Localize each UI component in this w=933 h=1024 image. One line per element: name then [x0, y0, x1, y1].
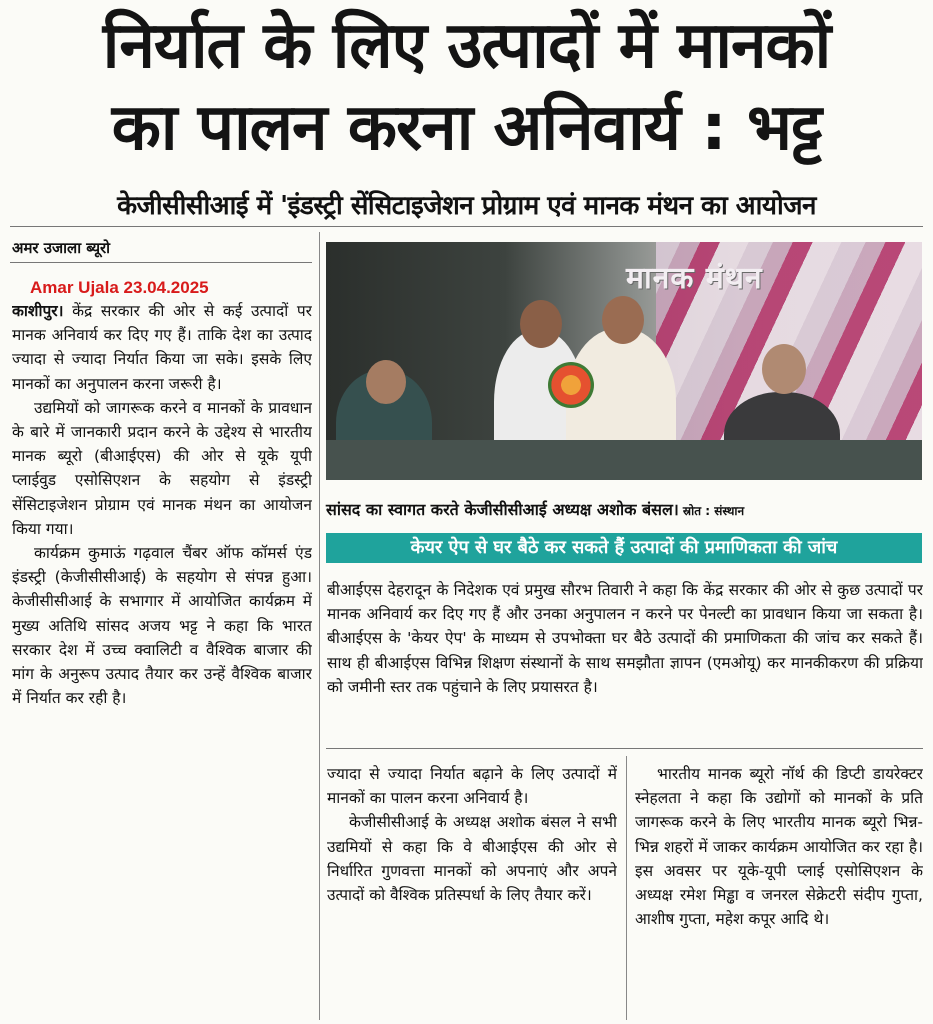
subheadline-rule — [10, 226, 923, 227]
byline: अमर उजाला ब्यूरो — [12, 239, 111, 257]
photo-caption — [326, 498, 922, 520]
paragraph: ज्यादा से ज्यादा निर्यात बढ़ाने के लिए उत्पादों में मानकों का पालन करना अनिवार्य है। — [327, 765, 617, 808]
photo-source: स्रोत : संस्थान — [682, 504, 745, 518]
stage-table — [326, 440, 922, 480]
paragraph — [12, 299, 312, 396]
caption-text: सांसद का स्वागत करते केजीसीसीआई अध्यक्ष अशोक बंसल। — [326, 500, 679, 519]
article-column-3 — [635, 762, 923, 1020]
place-name: काशीपुर। — [12, 302, 64, 320]
paragraph: केजीसीसीआई के अध्यक्ष अशोक बंसल ने सभी उद्यमियों से कहा कि वे बीआईएस की ओर से निर्धारित गुणवत्ता मानकों को अपनाएं और अपने उत्पादों को वैश्विक प्रतिस्पर्धा के लिए तैयार करें। — [327, 813, 617, 905]
byline-rule — [10, 262, 312, 263]
article-column-1 — [12, 299, 312, 1019]
person-head — [762, 344, 806, 394]
paragraph: बीआईएस देहरादून के निदेशक एवं प्रमुख सौरभ तिवारी ने कहा कि केंद्र सरकार की ओर से कुछ उत्पादों पर मानक अनिवार्य कर दिए गए हैं और उनका अनुपालन न करने पर पेनल्टी का प्रावधान किया जा सकता है। बीआईएस के 'केयर ऐप' के माध्यम से उपभोक्ता घर बैठे उत्पादों की प्रमाणिकता की जांच कर सकते हैं। साथ ही बीआईएस विभिन्न शिक्षण संस्थानों के साथ समझौता ज्ञापन (एमओयू) कर मानकीकरण की प्रक्रिया को जमीनी स्तर तक पहुंचाने के लिए प्रयासरत है। — [327, 581, 923, 696]
paragraph: उद्यमियों को जागरूक करने व मानकों के प्रावधान के बारे में जानकारी प्रदान करने के उद्देश्य से भारतीय मानक ब्यूरो (बीआईएस) की ओर से यूके यूपी प्लाईवुड एसोसिएशन के सहयोग से इंडस्ट्री सेंसिटाइजेशन प्रोग्राम एवं मानक मंथन का आयोजन किया गया। — [12, 398, 312, 538]
paragraph: कार्यक्रम कुमाऊं गढ़वाल चैंबर ऑफ कॉमर्स एंड इंडस्ट्री (केजीसीसीआई) के सहयोग से संपन्न हुआ। केजीसीसीआई के सभागार में आयोजित कार्यक्रम में मुख्य अतिथि सांसद अजय भट्ट ने कहा कि भारत सरकार देश में उच्च क्वालिटी व वैश्विक बाजार की मांग के अनुरूप उत्पाद तैयार कर उन्हें वैश्विक बाजार में निर्यात कर रही है। — [12, 544, 312, 708]
column-divider — [626, 756, 627, 1020]
headline-line-2: का पालन करना अनिवार्य : भट्ट — [111, 91, 822, 165]
person-head — [520, 300, 562, 348]
headline-line-1: निर्यात के लिए उत्पादों में मानकों — [102, 9, 831, 83]
section-rule — [326, 748, 923, 749]
section-heading-strip: केयर ऐप से घर बैठे कर सकते हैं उत्पादों की प्रमाणिकता की जांच — [326, 533, 922, 563]
event-photo — [326, 242, 922, 480]
paragraph: भारतीय मानक ब्यूरो नॉर्थ की डिप्टी डायरेक्टर स्नेहलता ने कहा कि उद्योगों को मानकों के प्रति जागरूक करने के लिए भारतीय मानक ब्यूरो भिन्न-भिन्न शहरों में जाकर कार्यक्रम आयोजित कर रहा है। इस अवसर पर यूके-यूपी प्लाई एसोसिएशन के अध्यक्ष रमेश मिड्ढा व जनरल सेक्रेटरी संदीप गुप्ता, आशीष गुप्ता, महेश कपूर आदि थे। — [635, 765, 923, 929]
paragraph-text: केंद्र सरकार की ओर से कई उत्पादों पर मानक अनिवार्य कर दिए गए हैं। ताकि देश का उत्पाद ज्यादा से ज्यादा निर्यात किया जा सके। इसके लिए मानकों का अनुपालन करना जरूरी है। — [12, 302, 312, 393]
person-head — [366, 360, 406, 404]
bouquet-icon — [548, 362, 594, 408]
banner-text: मानक मंथन — [626, 261, 763, 296]
column-divider — [319, 232, 320, 1020]
article-wide-paragraph — [327, 578, 923, 740]
subheadline: केजीसीसीआई में 'इंडस्ट्री सेंसिटाइजेशन प्रोग्राम एवं मानक मंथन का आयोजन — [117, 191, 816, 221]
dateline: Amar Ujala 23.04.2025 — [30, 278, 209, 297]
person-head — [602, 296, 644, 344]
article-column-2 — [327, 762, 617, 1020]
